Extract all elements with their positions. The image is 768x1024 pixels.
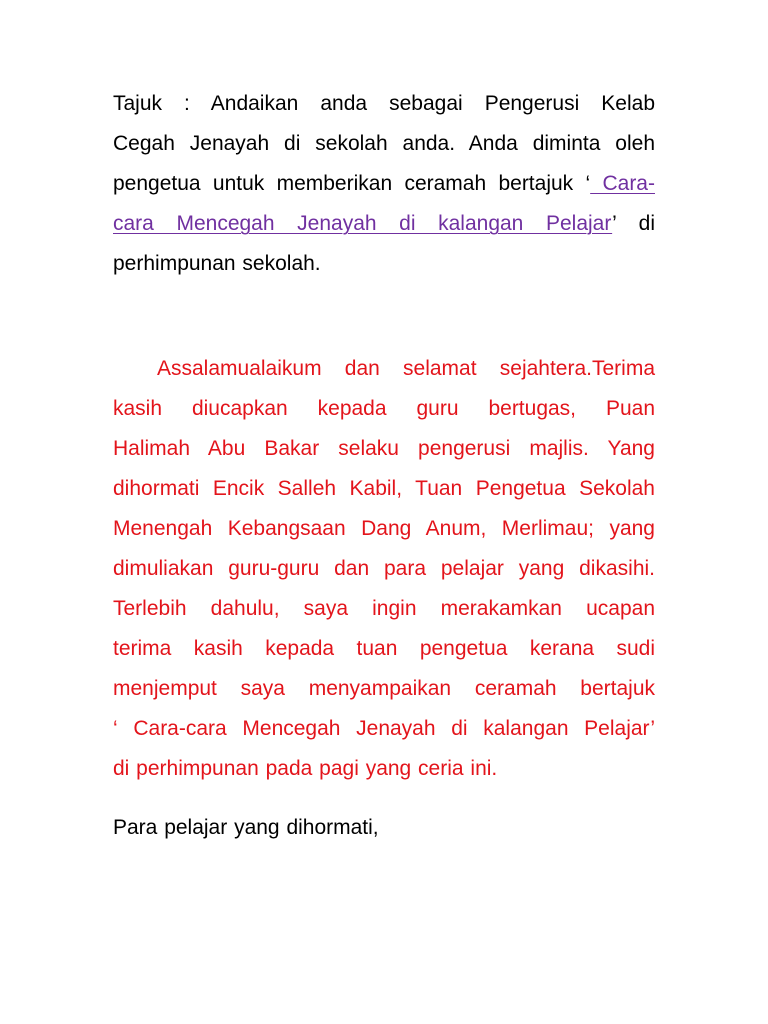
speech-line: Terlebih dahulu, saya ingin merakamkan ucapan [113,597,655,620]
title-line-2: Cegah Jenayah di sekolah anda. Anda diminta oleh [113,132,655,155]
topic-link-part-1[interactable]: Cara- [590,172,655,195]
topic-link-part-2[interactable]: cara Mencegah Jenayah di kalangan Pelajar [113,212,613,235]
speech-opening-paragraph [113,349,655,789]
title-line-4 [113,204,655,244]
speech-line: Halimah Abu Bakar selaku pengerusi majlis. Yang [113,437,655,460]
speech-line: dihormati Encik Salleh Kabil, Tuan Pengetua Sekolah [113,477,655,500]
title-line-4-text: di [616,212,655,235]
speech-line: Assalamualaikum dan selamat sejahtera.Terima [157,357,655,380]
salutation-paragraph [113,808,655,848]
closing-quote: ’ [612,212,617,235]
speech-line: kasih diucapkan kepada guru bertugas, Puan [113,397,655,420]
essay-title-paragraph [113,84,655,284]
title-line-3 [113,164,655,204]
speech-line: Menengah Kebangsaan Dang Anum, Merlimau; yang [113,517,655,540]
title-line-3-text: pengetua untuk memberikan ceramah bertajuk ‘ [113,172,591,195]
speech-line: terima kasih kepada tuan pengetua kerana sudi [113,637,655,660]
speech-line: menjemput saya menyampaikan ceramah bertajuk [113,677,655,700]
speech-line: ‘ Cara-cara Mencegah Jenayah di kalangan Pelajar’ [113,717,655,740]
title-line-1: Tajuk : Andaikan anda sebagai Pengerusi Kelab [113,92,655,115]
speech-line: dimuliakan guru-guru dan para pelajar yang dikasihi. [113,557,655,580]
salutation-line: Para pelajar yang dihormati, [113,816,379,839]
speech-line: di perhimpunan pada pagi yang ceria ini. [113,757,498,780]
title-line-5: perhimpunan sekolah. [113,252,321,275]
